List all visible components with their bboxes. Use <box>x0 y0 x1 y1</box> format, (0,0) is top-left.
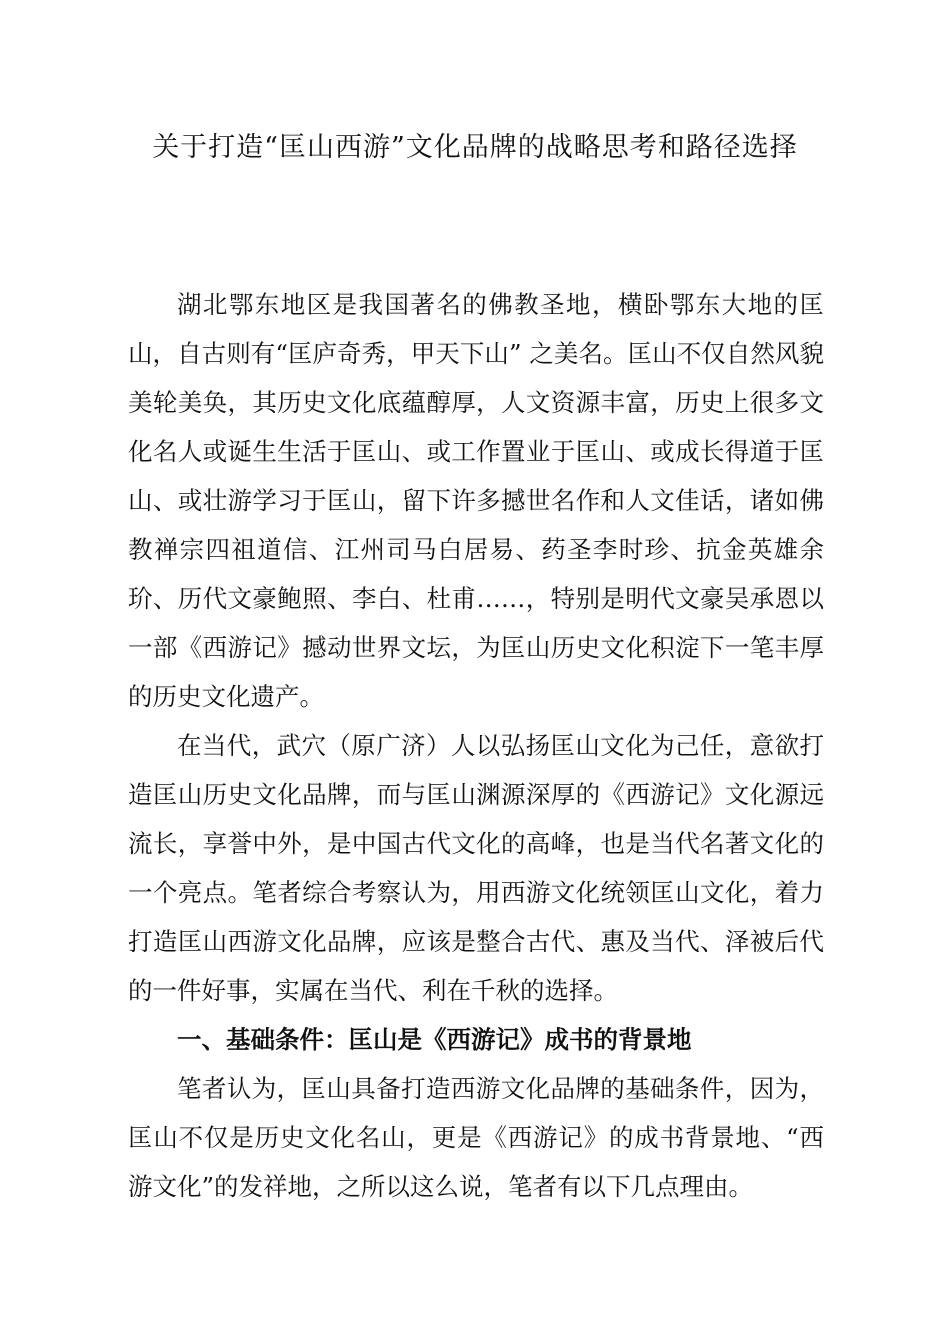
document-body <box>128 280 824 1211</box>
document-title: 关于打造“匡山西游”文化品牌的战略思考和路径选择 <box>152 132 798 163</box>
paragraph-intro: 湖北鄂东地区是我国著名的佛教圣地，横卧鄂东大地的匡山，自古则有“匡庐奇秀，甲天下山” 之美名。匡山不仅自然风貌美轮美奂，其历史文化底蕴醇厚，人文资源丰富，历史上很多文化名人或诞生生活于匡山、或工作置业于匡山、或成长得道于匡山、或壮游学习于匡山，留下许多撼世名作和人文佳话，诸如佛教禅宗四祖道信、江州司马白居易、药圣李时珍、抗金英雄余玠、历代文豪鲍照、李白、杜甫……，特别是明代文豪吴承恩以一部《西游记》撼动世界文坛，为匡山历史文化积淀下一笔丰厚的历史文化遗产。 <box>128 290 824 711</box>
paragraph-section-one: 笔者认为，匡山具备打造西游文化品牌的基础条件，因为，匡山不仅是历史文化名山，更是《西游记》的成书背景地、“西游文化”的发祥地，之所以这么说，笔者有以下几点理由。 <box>128 1074 824 1201</box>
paragraph-contemporary: 在当代，武穴（原广济）人以弘扬匡山文化为己任，意欲打造匡山历史文化品牌，而与匡山渊源深厚的《西游记》文化源远流长，享誉中外，是中国古代文化的高峰，也是当代名著文化的一个亮点。笔者综合考察认为，用西游文化统领匡山文化，着力打造匡山西游文化品牌，应该是整合古代、惠及当代、泽被后代的一件好事，实属在当代、利在千秋的选择。 <box>128 731 824 1005</box>
section-heading: 一、基础条件：匡山是《西游记》成书的背景地 <box>177 1025 692 1054</box>
